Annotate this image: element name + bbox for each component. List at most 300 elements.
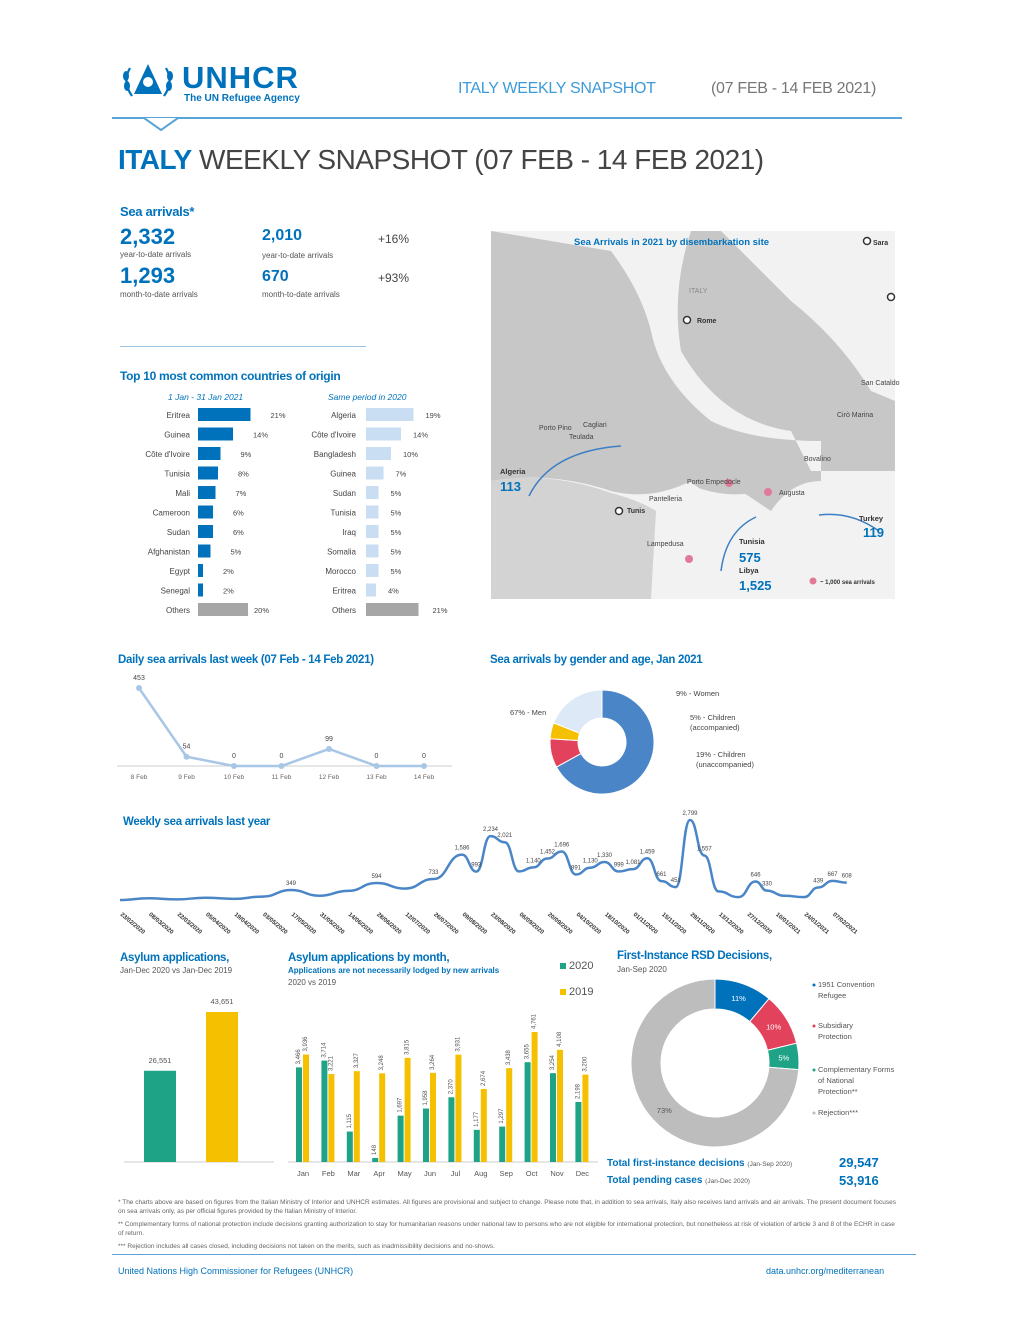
map-title: Sea Arrivals in 2021 by disembarkation site	[574, 237, 770, 248]
weekly-title: Weekly sea arrivals last year	[123, 816, 271, 828]
footer-divider	[112, 1254, 916, 1255]
footnote-1: * The charts above are based on figures from the Italian Ministry of Interior and UNHCR estimates. All figures are provisional and subject to change. Please note that, in addition to sea arrivals, Italy also receives land arrivals and air arrivals. The present document focuses on sea arrivals only, as per official figures provided by the Italian Ministry of Interior.	[118, 1199, 896, 1215]
weekly-value-label: 1,081	[625, 860, 641, 867]
asylum-month-bar	[423, 1109, 429, 1162]
weekly-value-label: 999	[613, 862, 624, 869]
top10-right-country: Somalia	[327, 547, 356, 557]
asylum-month-value-label: 148	[372, 1144, 379, 1155]
top10-right-label: 5%	[390, 567, 402, 576]
rsd-total-decisions-value: 29,547	[839, 1155, 879, 1170]
top10-left-country: Guinea	[164, 430, 190, 440]
legend-dot	[810, 578, 817, 585]
lampedusa-dot	[685, 555, 693, 563]
sea-arrivals-title: Sea arrivals*	[120, 204, 195, 219]
gender-chart	[500, 678, 800, 813]
asylum-month-tick-label: Oct	[525, 1169, 538, 1178]
asylum-month-bar	[398, 1116, 404, 1162]
weekly-tick-label: 23/08/2020	[489, 911, 517, 936]
top-period: (07 FEB - 14 FEB 2021)	[711, 80, 877, 97]
weekly-tick-label: 31/05/2020	[318, 911, 346, 936]
asylum-total-value-label: 26,551	[148, 1055, 172, 1065]
top10-left-bar	[198, 584, 203, 597]
top10-left-label: 20%	[254, 606, 270, 615]
mtd-2021-value: 1,293	[120, 263, 176, 288]
top10-left-label: 2%	[223, 586, 234, 596]
mtd-2021-label: month-to-date arrivals	[120, 290, 198, 299]
asylum-month-tick-label: Mar	[347, 1169, 361, 1178]
asylum-month-bar	[296, 1067, 302, 1162]
asylum-month-bar	[557, 1050, 563, 1162]
weekly-tick-label: 13/12/2020	[717, 911, 745, 936]
daily-point	[184, 754, 190, 760]
daily-tick-label: 10 Feb	[223, 774, 245, 781]
asylum-total-value-label: 43,651	[210, 997, 234, 1006]
asylum-month-value-label: 2,674	[480, 1070, 487, 1086]
place-tunis: Tunis	[627, 508, 646, 515]
weekly-value-label: 2,021	[497, 833, 513, 840]
weekly-value-label: 330	[761, 881, 772, 888]
weekly-value-label: 1,130	[582, 858, 598, 865]
logo-name: UNHCR	[182, 60, 299, 95]
from-libya-value: 1,525	[739, 578, 772, 593]
asylum-month-bar	[532, 1032, 538, 1162]
asylum-total-bar	[144, 1071, 176, 1162]
daily-tick-label: 14 Feb	[413, 774, 435, 781]
rsd-legend-dot	[813, 1069, 816, 1072]
mtd-2020-value: 670	[262, 268, 289, 285]
sara-marker-icon	[864, 238, 871, 245]
top10-left-bar	[198, 408, 251, 421]
asylum-month-value-label: 3,714	[321, 1042, 328, 1058]
from-tunisia-label: Tunisia	[739, 537, 765, 546]
top10-right-label: 7%	[395, 469, 407, 479]
asylum-month-value-label: 4,108	[557, 1031, 563, 1047]
top10-left-country: Afghanistan	[147, 547, 190, 557]
top10-left-label: 21%	[270, 411, 286, 420]
gender-title: Sea arrivals by gender and age, Jan 2021	[490, 654, 703, 666]
legend-2019: 2019	[560, 986, 593, 998]
rsd-title: First-Instance RSD Decisions,	[617, 950, 772, 962]
asylum-month-title: Asylum applications by month,	[288, 952, 450, 964]
weekly-tick-label: 08/03/2020	[147, 911, 175, 936]
weekly-tick-label: 19/04/2020	[232, 911, 260, 936]
top10-right-country: Bangladesh	[313, 450, 356, 459]
top10-right-label: 5%	[390, 528, 402, 537]
rsd-slice-label: 10%	[766, 1022, 782, 1032]
daily-point	[374, 763, 380, 769]
top10-right-bar	[366, 603, 419, 616]
asylum-month-value-label: 1,115	[346, 1113, 353, 1129]
weekly-value-label: 1,557	[696, 846, 712, 853]
asylum-month-bar	[448, 1097, 454, 1162]
asylum-total-chart	[124, 997, 274, 1168]
asylum-month-period: 2020 vs 2019	[288, 978, 337, 987]
top10-left-bar	[198, 447, 221, 460]
top10-right-label: 10%	[403, 450, 419, 459]
place-teulada: Teulada	[569, 434, 594, 441]
top10-right-country: Iraq	[342, 528, 356, 537]
asylum-month-bar	[582, 1075, 588, 1162]
weekly-value-label: 993	[471, 862, 482, 869]
asylum-month-value-label: 3,936	[303, 1036, 309, 1052]
top10-left-country: Cameroon	[152, 508, 190, 518]
mtd-2020-label: month-to-date arrivals	[262, 290, 340, 299]
from-algeria-value: 113	[500, 479, 521, 494]
kpi-divider	[120, 346, 366, 347]
daily-title: Daily sea arrivals last week (07 Feb - 14 Feb 2021)	[118, 654, 374, 666]
asylum-month-tick-label: Apr	[373, 1169, 386, 1178]
top10-left-label: 8%	[238, 469, 249, 479]
daily-chart	[112, 675, 457, 798]
place-rome: Rome	[697, 318, 717, 325]
daily-tick-label: 12 Feb	[318, 774, 340, 781]
footer-org: United Nations High Commissioner for Refugees (UNHCR)	[118, 1266, 354, 1276]
sardinia-landmass	[563, 298, 601, 436]
asylum-month-bar	[405, 1058, 411, 1162]
page-title	[118, 144, 764, 176]
asylum-month-value-label: 3,254	[550, 1055, 556, 1071]
disembarkation-map	[491, 231, 900, 599]
weekly-value-label: 349	[285, 881, 297, 888]
place-san-cataldo: San Cataldo	[861, 380, 900, 387]
top10-left-bar	[198, 525, 213, 538]
asylum-total-title: Asylum applications,	[120, 952, 230, 964]
weekly-value-label: 1,696	[554, 842, 570, 849]
top10-right-bar	[366, 486, 379, 499]
weekly-value-label: 1,330	[596, 852, 613, 859]
top10-right-country: Morocco	[325, 567, 356, 576]
rome-marker-icon	[684, 317, 691, 324]
top10-right-bar	[366, 447, 391, 460]
asylum-month-bar	[474, 1130, 480, 1162]
daily-point	[326, 746, 332, 752]
rsd-slice-label: 73%	[656, 1105, 672, 1115]
weekly-tick-label: 10/01/2021	[774, 911, 802, 936]
daily-tick-label: 13 Feb	[366, 774, 387, 781]
ytd-2020-label: year-to-date arrivals	[262, 251, 334, 260]
top10-left-bar	[198, 467, 218, 480]
weekly-value-label: 733	[428, 870, 439, 877]
weekly-value-label: 891	[570, 865, 582, 872]
title-rest: WEEKLY SNAPSHOT (07 FEB - 14 FEB 2021)	[199, 144, 764, 175]
asylum-month-tick-label: May	[397, 1169, 412, 1178]
top10-left-bar	[198, 564, 203, 577]
daily-point	[279, 763, 285, 769]
top10-left-country: Others	[165, 606, 190, 615]
ytd-2021-label: year-to-date arrivals	[120, 250, 192, 259]
rsd-chart	[630, 975, 910, 1155]
weekly-value-label: 439	[813, 878, 824, 885]
asylum-month-value-label: 3,466	[296, 1049, 302, 1065]
top10-right-label: 19%	[425, 411, 441, 420]
top10-right-period: Same period in 2020	[328, 392, 407, 402]
rsd-legend-label: Complementary Forms of National Protection**	[818, 1065, 895, 1096]
asylum-month-bar	[499, 1127, 505, 1162]
tunis-marker-icon	[616, 508, 623, 515]
legend-2020: 2020	[560, 960, 593, 972]
weekly-chart	[112, 805, 872, 955]
asylum-total-subtitle: Jan-Dec 2020 vs Jan-Dec 2019	[120, 966, 233, 975]
asylum-month-chart	[288, 1000, 600, 1185]
top10-right-bar	[366, 545, 379, 558]
rsd-slice-label: 11%	[731, 994, 746, 1004]
weekly-value-label: 1,459	[639, 849, 655, 856]
asylum-month-value-label: 3,200	[582, 1056, 589, 1072]
legend-2019-swatch	[560, 989, 566, 995]
top10-right-bar	[366, 506, 379, 519]
weekly-tick-label: 03/05/2020	[261, 911, 289, 936]
rsd-total-pending-value: 53,916	[839, 1173, 879, 1188]
rsd-slice-label: 5%	[778, 1053, 790, 1063]
daily-value-label: 54	[182, 743, 191, 751]
rsd-legend-label: Rejection***	[818, 1108, 859, 1117]
footnote-3: *** Rejection includes all cases closed, including decisions not taken on the merits, such as inadmissibility decisions and no-shows.	[118, 1243, 495, 1250]
weekly-tick-label: 14/06/2020	[346, 911, 374, 936]
top10-right-country: Others	[331, 606, 356, 615]
place-ciro-marina: Cirò Marina	[837, 412, 874, 419]
top10-left-country: Côte d'Ivoire	[145, 450, 190, 459]
asylum-month-bar	[430, 1073, 436, 1162]
asylum-month-value-label: 2,198	[575, 1083, 582, 1099]
rsd-legend-label: 1951 Convention Refugee	[818, 980, 875, 1000]
asylum-month-subtitle: Applications are not necessarily lodged by new arrivals	[288, 966, 500, 975]
top10-left-bar	[198, 428, 233, 441]
ytd-change: +16%	[378, 232, 410, 246]
footer-link[interactable]: data.unhcr.org/mediterranean	[766, 1266, 885, 1276]
asylum-month-value-label: 4,761	[531, 1013, 538, 1029]
top10-left-label: 5%	[230, 547, 242, 557]
gender-legend-label: 67% - Men	[510, 708, 547, 717]
place-porto-empedocle: Porto Empedocle	[687, 479, 741, 486]
place-lampedusa: Lampedusa	[647, 541, 684, 548]
asylum-month-value-label: 1,297	[499, 1108, 506, 1124]
top-title: ITALY WEEKLY SNAPSHOT	[458, 80, 656, 97]
rsd-legend-label: Subsidiary Protection	[818, 1021, 854, 1041]
from-tunisia-value: 575	[739, 550, 761, 565]
top10-right-label: 5%	[390, 489, 402, 498]
asylum-month-tick-label: Nov	[550, 1169, 564, 1178]
asylum-month-bar	[575, 1102, 581, 1162]
top10-chart	[118, 404, 458, 624]
asylum-month-tick-label: Sep	[499, 1169, 513, 1178]
top10-left-label: 6%	[233, 528, 244, 537]
top10-right-label: 5%	[390, 547, 402, 557]
east-marker-icon	[888, 294, 895, 301]
weekly-tick-label: 27/12/2020	[745, 911, 773, 936]
daily-point	[136, 685, 142, 691]
place-sara: Sara	[873, 240, 889, 247]
asylum-month-tick-label: Feb	[321, 1169, 335, 1178]
weekly-tick-label: 24/01/2021	[802, 911, 830, 936]
from-algeria-label: Algeria	[500, 467, 526, 476]
asylum-month-value-label: 1,177	[473, 1111, 480, 1127]
weekly-tick-label: 06/09/2020	[517, 911, 545, 936]
weekly-value-label: 646	[750, 872, 761, 879]
top10-right-bar	[366, 525, 379, 538]
asylum-month-tick-label: Dec	[575, 1169, 590, 1178]
top10-right-bar	[366, 428, 401, 441]
footnote-2: ** Complementary forms of national protection include decisions granting authorization to stay for humanitarian reasons under national law to persons who are not eligible for international protection, but nonetheless at risk of violation of article 3 and 8 of the ECHR in case of return.	[118, 1221, 895, 1237]
header-divider	[112, 117, 902, 119]
weekly-tick-label: 23/02/2020	[118, 911, 146, 936]
asylum-month-bar	[321, 1061, 327, 1162]
weekly-tick-label: 09/08/2020	[460, 911, 488, 936]
weekly-tick-label: 17/05/2020	[289, 911, 317, 936]
top10-left-country: Tunisia	[164, 469, 190, 479]
legend-2020-swatch	[560, 963, 566, 969]
top10-right-country: Guinea	[330, 469, 356, 479]
asylum-month-bar	[525, 1062, 531, 1162]
rsd-total-decisions-label: Total first-instance decisions (Jan-Sep 2020)	[607, 1158, 793, 1169]
top10-left-bar	[198, 603, 248, 616]
asylum-month-tick-label: Jan	[296, 1169, 310, 1178]
asylum-month-bar	[303, 1055, 309, 1162]
asylum-month-bar	[372, 1158, 378, 1162]
top10-left-country: Sudan	[166, 528, 190, 537]
daily-tick-label: 9 Feb	[178, 774, 195, 781]
top10-left-country: Eritrea	[166, 411, 190, 420]
top10-left-label: 2%	[223, 567, 234, 576]
rsd-legend-dot	[813, 1112, 816, 1115]
map-legend: ~ 1,000 sea arrivals	[820, 580, 875, 586]
weekly-tick-label: 15/11/2020	[660, 911, 687, 936]
weekly-value-label: 451	[670, 878, 681, 885]
augusta-dot	[764, 488, 772, 496]
weekly-tick-label: 26/07/2020	[432, 911, 460, 936]
daily-point	[231, 763, 237, 769]
asylum-month-bar	[481, 1089, 487, 1162]
weekly-tick-label: 12/07/2020	[403, 911, 431, 936]
daily-point	[421, 763, 427, 769]
place-porto-pino: Porto Pino	[539, 425, 572, 432]
top10-left-bar	[198, 545, 211, 558]
weekly-value-label: 1,452	[539, 849, 556, 856]
from-turkey-label: Turkey	[859, 514, 884, 523]
top10-left-bar	[198, 486, 216, 499]
asylum-month-bar	[328, 1074, 334, 1162]
top10-right-label: 4%	[388, 586, 399, 596]
asylum-month-value-label: 3,815	[404, 1039, 411, 1055]
top10-right-country: Algeria	[331, 411, 356, 420]
daily-value-label: 0	[232, 753, 236, 760]
mtd-change: +93%	[378, 271, 410, 285]
asylum-month-value-label: 3,248	[379, 1055, 386, 1071]
place-italy: ITALY	[689, 288, 708, 295]
top10-right-bar	[366, 467, 384, 480]
place-cagliari: Cagliari	[583, 422, 607, 429]
rsd-legend-dot	[813, 984, 816, 987]
asylum-month-bar	[379, 1073, 385, 1162]
top10-left-country: Senegal	[160, 586, 190, 596]
from-libya-label: Libya	[739, 566, 759, 575]
asylum-month-value-label: 3,438	[506, 1050, 513, 1066]
top10-right-country: Tunisia	[330, 508, 356, 518]
weekly-value-label: 1,140	[525, 858, 541, 865]
ytd-2021-value: 2,332	[120, 224, 176, 249]
top10-right-label: 5%	[390, 508, 402, 518]
weekly-tick-label: 22/03/2020	[175, 911, 203, 936]
daily-value-label: 0	[422, 753, 426, 760]
place-pantelleria: Pantelleria	[649, 496, 683, 503]
top10-left-label: 6%	[233, 508, 244, 518]
weekly-tick-label: 18/10/2020	[603, 911, 631, 936]
place-bovalino: Bovalino	[804, 456, 831, 463]
asylum-month-value-label: 3,264	[430, 1054, 436, 1070]
rsd-subtitle: Jan-Sep 2020	[617, 965, 667, 974]
asylum-month-bar	[550, 1073, 556, 1162]
weekly-tick-label: 28/06/2020	[375, 911, 403, 936]
asylum-month-bar	[455, 1055, 461, 1162]
top10-right-country: Sudan	[332, 489, 356, 498]
rsd-legend-dot	[813, 1025, 816, 1028]
header-pointer-icon	[144, 117, 178, 131]
asylum-month-value-label: 1,697	[397, 1097, 404, 1113]
logo-subtitle: The UN Refugee Agency	[184, 93, 300, 104]
top10-right-label: 21%	[432, 606, 448, 615]
top10-left-label: 9%	[240, 450, 252, 459]
from-turkey-value: 119	[863, 525, 884, 540]
weekly-tick-label: 07/02/2021	[831, 911, 859, 936]
gender-legend-label: 19% - Children (unaccompanied)	[696, 750, 754, 769]
unhcr-emblem-icon	[118, 60, 178, 104]
weekly-value-label: 594	[371, 874, 382, 881]
top10-right-label: 14%	[413, 430, 429, 440]
weekly-tick-label: 01/11/2020	[631, 911, 659, 936]
top10-right-bar	[366, 584, 376, 597]
top10-left-bar	[198, 506, 213, 519]
top10-right-country: Eritrea	[332, 586, 356, 596]
weekly-value-label: 2,799	[682, 811, 698, 817]
asylum-month-bar	[347, 1132, 353, 1162]
top10-right-bar	[366, 408, 414, 421]
top10-right-country: Côte d'Ivoire	[311, 430, 356, 440]
weekly-tick-label: 29/11/2020	[688, 911, 716, 936]
top10-left-country: Egypt	[169, 567, 190, 576]
asylum-month-value-label: 1,958	[423, 1090, 429, 1106]
asylum-month-value-label: 3,655	[524, 1044, 531, 1060]
asylum-month-tick-label: Jul	[450, 1169, 461, 1178]
weekly-tick-label: 04/10/2020	[574, 911, 602, 936]
ytd-2020-value: 2,010	[262, 227, 303, 244]
place-augusta: Augusta	[779, 490, 805, 497]
asylum-total-bar	[206, 1012, 238, 1162]
daily-value-label: 0	[279, 753, 284, 760]
top10-left-country: Mali	[175, 489, 190, 498]
asylum-month-value-label: 3,931	[455, 1036, 462, 1052]
weekly-value-label: 608	[841, 873, 852, 880]
weekly-value-label: 1,586	[454, 845, 470, 852]
weekly-value-label: 2,234	[482, 827, 499, 834]
weekly-tick-label: 05/04/2020	[204, 911, 232, 936]
title-country: ITALY	[118, 144, 192, 175]
asylum-month-value-label: 2,370	[448, 1079, 455, 1095]
asylum-month-tick-label: Aug	[474, 1169, 488, 1178]
daily-tick-label: 11 Feb	[271, 774, 292, 781]
gender-legend-label: 9% - Women	[676, 689, 720, 698]
top10-left-label: 7%	[235, 489, 247, 498]
daily-value-label: 0	[374, 753, 379, 760]
weekly-tick-label: 20/09/2020	[546, 911, 574, 936]
rsd-total-pending-label: Total pending cases (Jan-Dec 2020)	[607, 1175, 750, 1186]
asylum-month-bar	[506, 1068, 512, 1162]
asylum-month-bar	[354, 1071, 360, 1162]
top10-left-period: 1 Jan - 31 Jan 2021	[168, 392, 244, 402]
daily-value-label: 99	[325, 735, 333, 743]
top10-title: Top 10 most common countries of origin	[120, 369, 341, 383]
asylum-month-value-label: 3,327	[353, 1053, 360, 1069]
daily-tick-label: 8 Feb	[130, 774, 148, 781]
top10-right-bar	[366, 564, 379, 577]
